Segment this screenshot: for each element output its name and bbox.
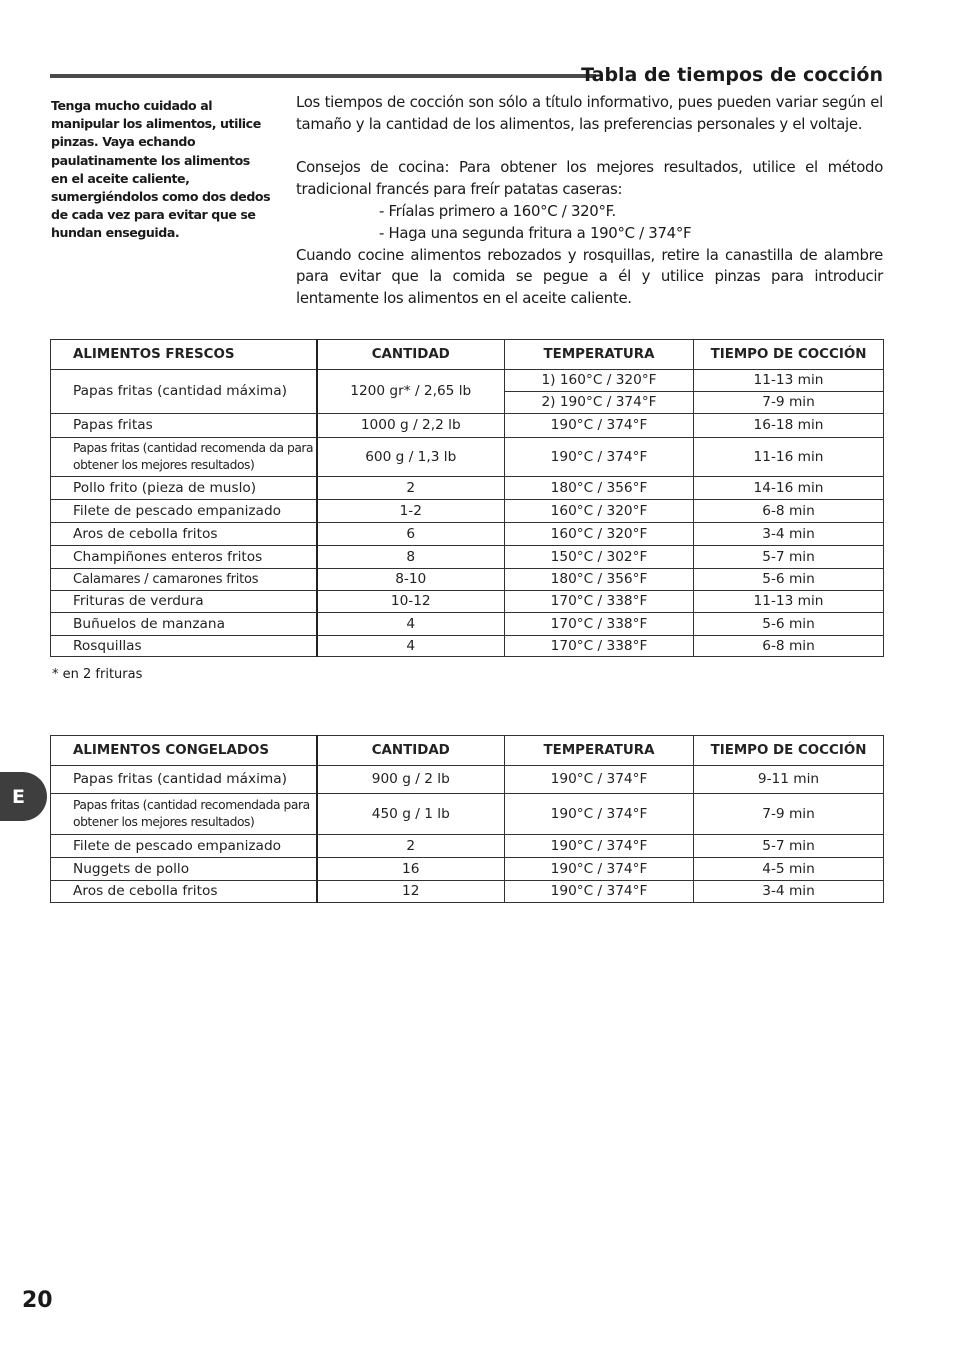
column-header: CANTIDAD	[317, 340, 505, 370]
tip-item: - Haga una segunda fritura a 190°C / 374°F	[379, 223, 692, 242]
table-row	[51, 546, 884, 569]
side-note-line: hundan enseguida.	[51, 225, 180, 241]
fresh-foods-table	[50, 339, 884, 657]
cooking-time: 5-7 min	[694, 835, 884, 858]
cooking-time: 16-18 min	[694, 414, 884, 438]
table-row	[51, 613, 884, 636]
table-row	[51, 414, 884, 438]
frozen-foods-table	[50, 735, 884, 903]
food-name: Papas fritas	[51, 414, 317, 438]
quantity: 12	[317, 881, 505, 903]
cooking-time: 5-6 min	[694, 569, 884, 591]
quantity: 900 g / 2 lb	[317, 766, 505, 794]
cooking-tips: Consejos de cocina: Para obtener los mejores resultados, utilice el método tradicional francés para freír patatas caseras:	[296, 158, 883, 199]
food-name: Pollo frito (pieza de muslo)	[51, 477, 317, 500]
page-number: 20	[22, 1288, 53, 1313]
temperature: 170°C / 338°F	[505, 636, 694, 657]
cooking-time: 6-8 min	[694, 636, 884, 657]
quantity: 6	[317, 523, 505, 546]
food-name: Frituras de verdura	[51, 591, 317, 613]
side-note-line: pinzas. Vaya echando	[51, 134, 196, 150]
food-name: Rosquillas	[51, 636, 317, 657]
food-name: Nuggets de pollo	[51, 858, 317, 881]
temperature: 170°C / 338°F	[505, 591, 694, 613]
temperature: 1) 160°C / 320°F	[505, 370, 694, 392]
cooking-time: 14-16 min	[694, 477, 884, 500]
table-row	[51, 523, 884, 546]
temperature: 170°C / 338°F	[505, 613, 694, 636]
table-row	[51, 477, 884, 500]
quantity: 1200 gr* / 2,65 lb	[317, 370, 505, 414]
temperature: 190°C / 374°F	[505, 881, 694, 903]
table-row	[51, 835, 884, 858]
food-name: Aros de cebolla fritos	[51, 881, 317, 903]
cooking-time: 3-4 min	[694, 881, 884, 903]
temperature: 190°C / 374°F	[505, 794, 694, 835]
temperature: 2) 190°C / 374°F	[505, 392, 694, 414]
intro-paragraph: Los tiempos de cocción son sólo a título informativo, pues pueden variar según el tamaño y la cantidad de los alimentos, las preferencias personales y el voltaje.	[296, 93, 883, 133]
column-header: ALIMENTOS FRESCOS	[51, 340, 317, 370]
table-row	[51, 858, 884, 881]
food-name: Papas fritas (cantidad máxima)	[51, 766, 317, 794]
quantity: 600 g / 1,3 lb	[317, 438, 505, 477]
temperature: 190°C / 374°F	[505, 835, 694, 858]
side-note-line: en el aceite caliente,	[51, 170, 190, 186]
side-note-line: manipular los alimentos, utilice	[51, 116, 261, 132]
food-name-text: Papas fritas (cantidad recomenda da para obtener los mejores resultados)	[73, 441, 314, 472]
quantity: 4	[317, 613, 505, 636]
language-tab: E	[0, 772, 47, 821]
food-name: Filete de pescado empanizado	[51, 835, 317, 858]
food-name-text: Papas fritas (cantidad recomendada para obtener los mejores resultados)	[73, 798, 310, 829]
cooking-time: 6-8 min	[694, 500, 884, 523]
column-header: CANTIDAD	[317, 736, 505, 766]
quantity: 450 g / 1 lb	[317, 794, 505, 835]
temperature: 190°C / 374°F	[505, 438, 694, 477]
temperature: 160°C / 320°F	[505, 523, 694, 546]
temperature: 150°C / 302°F	[505, 546, 694, 569]
quantity: 8-10	[317, 569, 505, 591]
cooking-time: 4-5 min	[694, 858, 884, 881]
cooking-time: 7-9 min	[694, 392, 884, 414]
column-header: TIEMPO DE COCCIÓN	[694, 736, 884, 766]
footnote: * en 2 frituras	[52, 667, 143, 682]
column-header: ALIMENTOS CONGELADOS	[51, 736, 317, 766]
temperature: 180°C / 356°F	[505, 477, 694, 500]
food-name: Calamares / camarones fritos	[51, 569, 317, 591]
table-header-row	[51, 736, 884, 766]
food-name	[51, 438, 317, 477]
quantity: 10-12	[317, 591, 505, 613]
quantity: 4	[317, 636, 505, 657]
table-header-row	[51, 340, 884, 370]
side-note-line: Tenga mucho cuidado al	[51, 98, 213, 113]
intro-text	[296, 92, 883, 310]
side-note-line: de cada vez para evitar que se	[51, 207, 256, 223]
quantity: 8	[317, 546, 505, 569]
table-row	[51, 500, 884, 523]
cooking-time: 11-13 min	[694, 591, 884, 613]
food-name: Papas fritas (cantidad máxima)	[51, 370, 317, 414]
temperature: 190°C / 374°F	[505, 858, 694, 881]
cooking-time: 5-7 min	[694, 546, 884, 569]
cooking-time: 7-9 min	[694, 794, 884, 835]
temperature: 160°C / 320°F	[505, 500, 694, 523]
column-header: TIEMPO DE COCCIÓN	[694, 340, 884, 370]
header-rule	[50, 74, 596, 78]
food-name: Filete de pescado empanizado	[51, 500, 317, 523]
cooking-time: 5-6 min	[694, 613, 884, 636]
food-name	[51, 794, 317, 835]
quantity: 2	[317, 477, 505, 500]
column-header: TEMPERATURA	[505, 736, 694, 766]
table-row	[51, 881, 884, 903]
table-row	[51, 636, 884, 657]
intro-paragraph: Cuando cocine alimentos rebozados y rosquillas, retire la canastilla de alambre para evitar que la comida se pegue a él y utilice pinzas para introducir lentamente los alimentos en el aceite caliente.	[296, 245, 883, 308]
quantity: 1-2	[317, 500, 505, 523]
food-name: Champiñones enteros fritos	[51, 546, 317, 569]
cooking-time: 9-11 min	[694, 766, 884, 794]
food-name: Buñuelos de manzana	[51, 613, 317, 636]
table-row	[51, 591, 884, 613]
table-row	[51, 794, 884, 835]
food-name: Aros de cebolla fritos	[51, 523, 317, 546]
temperature: 190°C / 374°F	[505, 414, 694, 438]
quantity: 2	[317, 835, 505, 858]
quantity: 1000 g / 2,2 lb	[317, 414, 505, 438]
table-row	[51, 370, 884, 392]
table-row	[51, 438, 884, 477]
table-row	[51, 766, 884, 794]
table-row	[51, 569, 884, 591]
column-header: TEMPERATURA	[505, 340, 694, 370]
quantity: 16	[317, 858, 505, 881]
page-title: Tabla de tiempos de cocción	[581, 64, 883, 86]
cooking-time: 3-4 min	[694, 523, 884, 546]
temperature: 180°C / 356°F	[505, 569, 694, 591]
cooking-time: 11-16 min	[694, 438, 884, 477]
cooking-time: 11-13 min	[694, 370, 884, 392]
side-note-line: sumergiéndolos como dos dedos	[51, 189, 271, 205]
side-note	[51, 97, 271, 243]
temperature: 190°C / 374°F	[505, 766, 694, 794]
tip-item: - Fríalas primero a 160°C / 320°F.	[379, 201, 616, 220]
side-note-line: paulatinamente los alimentos	[51, 152, 250, 168]
